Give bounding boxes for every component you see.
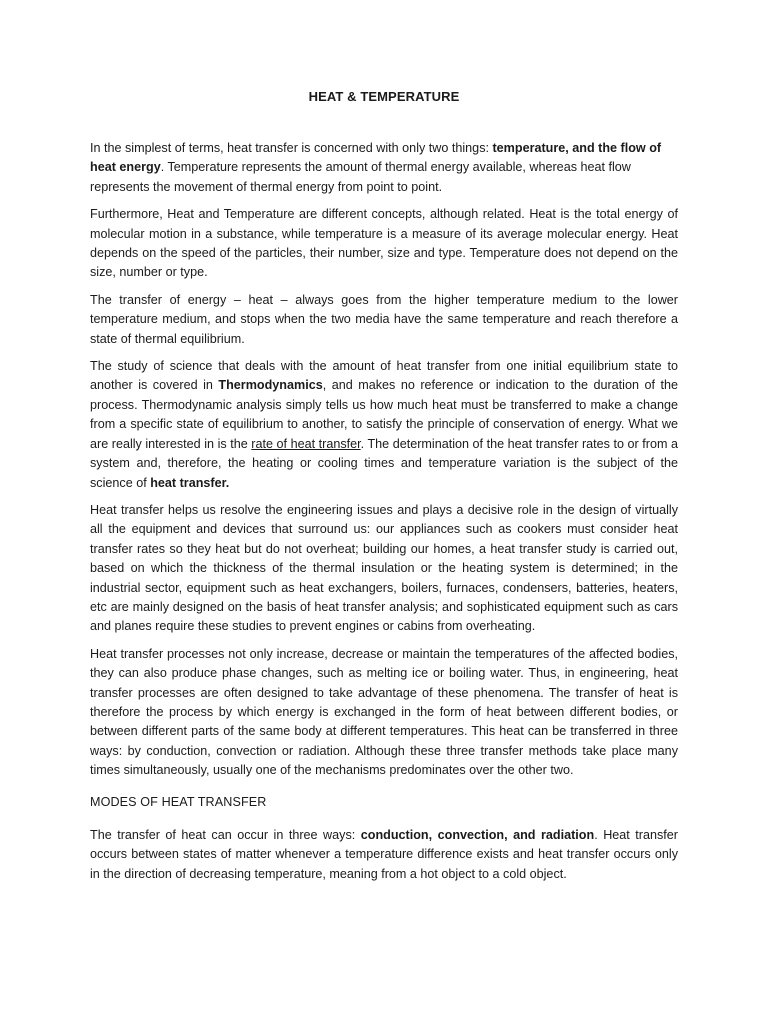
paragraph-thermodynamics-text-c: , and makes no reference or indication to the duration of the process. Thermodynamic analysis simply tells us how much heat must be transferred to make a change from a specific state of equilibrium to another, to satisfy the principle of conservation of energy. What we are really interested in is the [90, 378, 678, 451]
paragraph-thermodynamics-text-a: The study of science that deals with the amount of heat transfer from one initial equilibrium state to another is covered in [90, 359, 678, 393]
paragraph-heat-vs-temperature: Furthermore, Heat and Temperature are different concepts, although related. Heat is the total energy of molecular motion in a substance, while temperature is a measure of its average molecular energy. Heat depends on the speed of the particles, their number, size and type. Temperature does not depend on the size, number or type. [90, 207, 678, 280]
rate-of-heat-transfer-term: rate of heat transfer [251, 436, 361, 451]
thermodynamics-term: Thermodynamics [218, 378, 323, 393]
paragraph-thermodynamics-text-e: . The determination of the heat transfer rates to or from a system and, therefore, the heating or cooling times and temperature variation is the subject of the science of [90, 436, 679, 490]
section-heading-modes: MODES OF HEAT TRANSFER [90, 794, 267, 809]
paragraph-modes-text-c: . Heat transfer occurs between states of matter whenever a temperature difference exists and heat transfer occurs only in the direction of decreasing temperature, meaning from a hot object to a cold object. [90, 828, 678, 881]
paragraph-modes-text-a: The transfer of heat can occur in three ways: [90, 828, 361, 842]
modes-list-term: conduction, convection, and radiation [360, 828, 595, 842]
paragraph-energy-transfer: The transfer of energy – heat – always goes from the higher temperature medium to the lower temperature medium, and stops when the two media have the same temperature and reach therefore a state of thermal equilibrium. [90, 292, 678, 346]
paragraph-intro-text-a: In the simplest of terms, heat transfer is concerned with only two things: [90, 141, 493, 155]
paragraph-intro-emphasis: temperature, and the flow of heat energy [90, 141, 662, 175]
paragraph-intro [90, 139, 678, 197]
paragraph-modes [90, 826, 678, 884]
paragraph-engineering-role: Heat transfer helps us resolve the engineering issues and plays a decisive role in the design of virtually all the equipment and devices that surround us: our appliances such as cookers must consider heat transfer rates so they heat but do not overheat; building our homes, a heat transfer study is carried out, based on which the thickness of the thermal insulation or the heating system is determined; in the industrial sector, equipment such as heat exchangers, boilers, furnaces, condensers, batteries, heaters, etc are mainly designed on the basis of heat transfer analysis; and sophisticated equipment such as cars and planes require these studies to prevent engines or cabins from overheating. [90, 502, 678, 634]
document-body [90, 139, 678, 892]
paragraph-thermodynamics [90, 357, 678, 493]
document-title: HEAT & TEMPERATURE [308, 89, 460, 104]
paragraph-intro-text-c: . Temperature represents the amount of thermal energy available, whereas heat flow represents the movement of thermal energy from point to point. [90, 160, 631, 194]
heat-transfer-term: heat transfer. [150, 475, 230, 490]
paragraph-processes: Heat transfer processes not only increase, decrease or maintain the temperatures of the affected bodies, they can also produce phase changes, such as melting ice or boiling water. Thus, in engineering, heat transfer processes are often designed to take advantage of these phenomena. The transfer of heat is therefore the process by which energy is exchanged in the form of heat between different bodies, or between different parts of the same body at different temperatures. This heat can be transferred in three ways: by conduction, convection or radiation. Although these three transfer methods take place many times simultaneously, usually one of the mechanisms predominates over the other two. [90, 646, 678, 778]
